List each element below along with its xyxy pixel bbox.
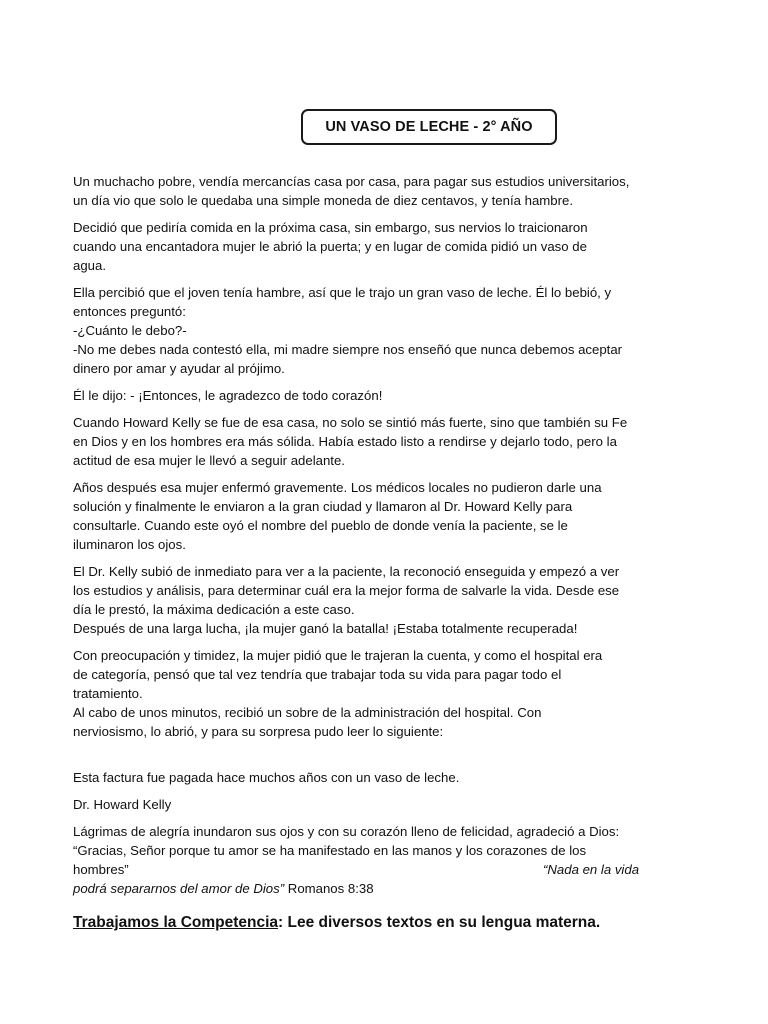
paragraph-9 [73,768,673,787]
title-box [301,109,557,145]
competency-description: : Lee diversos textos en su lengua materna. [278,914,601,931]
text-line: Al cabo de unos minutos, recibió un sobre de la administración del hospital. Con [73,705,542,720]
text-line: Decidió que pediría comida en la próxima casa, sin embargo, sus nervios lo traicionaron [73,220,588,235]
text-fragment: hombres” [73,862,129,877]
text-line: en Dios y en los hombres era más sólida. Había estado listo a rendirse y dejarlo todo, pero la [73,434,617,449]
bible-quote-start: “Nada en la vida [543,862,640,877]
text-line: Lágrimas de alegría inundaron sus ojos y con su corazón lleno de felicidad, agradeció a Dios: [73,824,620,839]
text-line: consultarle. Cuando este oyó el nombre del pueblo de donde venía la paciente, se le [73,518,568,533]
text-line: tratamiento. [73,686,143,701]
paragraph-8 [73,646,673,760]
bible-reference: Romanos 8:38 [284,881,374,896]
text-line: Cuando Howard Kelly se fue de esa casa, no solo se sintió más fuerte, sino que también su Fe [73,415,628,430]
text-line [73,860,673,879]
paragraph-6 [73,478,673,554]
story-body [73,172,673,906]
competency-label: Trabajamos la Competencia [73,914,279,931]
text-line: solución y finalmente le enviaron a la gran ciudad y llamaron al Dr. Howard Kelly para [73,499,573,514]
paragraph-10 [73,795,673,814]
text-line: El Dr. Kelly subió de inmediato para ver a la paciente, la reconoció enseguida y empezó a ver [73,564,620,579]
text-line: actitud de esa mujer le llevó a seguir adelante. [73,453,345,468]
paragraph-3 [73,283,673,378]
competency-footer [73,914,600,932]
text-line: Después de una larga lucha, ¡la mujer ganó la batalla! ¡Estaba totalmente recuperada! [73,621,578,636]
text-line: de categoría, pensó que tal vez tendría que trabajar toda su vida para pagar todo el [73,667,562,682]
paragraph-4 [73,386,673,405]
text-line: dinero por amar y ayudar al prójimo. [73,361,285,376]
signature-text: Dr. Howard Kelly [73,797,172,812]
text-line: Años después esa mujer enfermó gravemente. Los médicos locales no pudieron darle una [73,480,602,495]
text-line: un día vio que solo le quedaba una simple moneda de diez centavos, y tenía hambre. [73,193,573,208]
text-line: -No me debes nada contestó ella, mi madre siempre nos enseñó que nunca debemos aceptar [73,342,623,357]
text-line: nerviosismo, lo abrió, y para su sorpresa pudo leer lo siguiente: [73,724,444,739]
text-line: Ella percibió que el joven tenía hambre, así que le trajo un gran vaso de leche. Él lo bebió, y [73,285,612,300]
paragraph-1 [73,172,673,210]
text-line: Él le dijo: - ¡Entonces, le agradezco de todo corazón! [73,388,383,403]
text-line [73,879,673,898]
text-line: agua. [73,258,107,273]
paragraph-7 [73,562,673,638]
text-line: Esta factura fue pagada hace muchos años con un vaso de leche. [73,770,460,785]
paragraph-2 [73,218,673,275]
paragraph-11 [73,822,673,898]
text-line: entonces preguntó: [73,304,186,319]
text-line: -¿Cuánto le debo?- [73,323,187,338]
text-line: “Gracias, Señor porque tu amor se ha manifestado en las manos y los corazones de los [73,843,587,858]
paragraph-5 [73,413,673,470]
text-line: los estudios y análisis, para determinar cuál era la mejor forma de salvarle la vida. Desde ese [73,583,620,598]
bible-quote-end: podrá separarnos del amor de Dios” [73,881,285,896]
blank-line [73,741,673,760]
text-line: Con preocupación y timidez, la mujer pidió que le trajeran la cuenta, y como el hospital era [73,648,603,663]
text-line: cuando una encantadora mujer le abrió la puerta; y en lugar de comida pidió un vaso de [73,239,587,254]
text-line: iluminaron los ojos. [73,537,186,552]
page-title: UN VASO DE LECHE - 2° AÑO [325,119,533,135]
text-line: Un muchacho pobre, vendía mercancías casa por casa, para pagar sus estudios universitarios, [73,174,630,189]
text-line: día le prestó, la máxima dedicación a este caso. [73,602,355,617]
